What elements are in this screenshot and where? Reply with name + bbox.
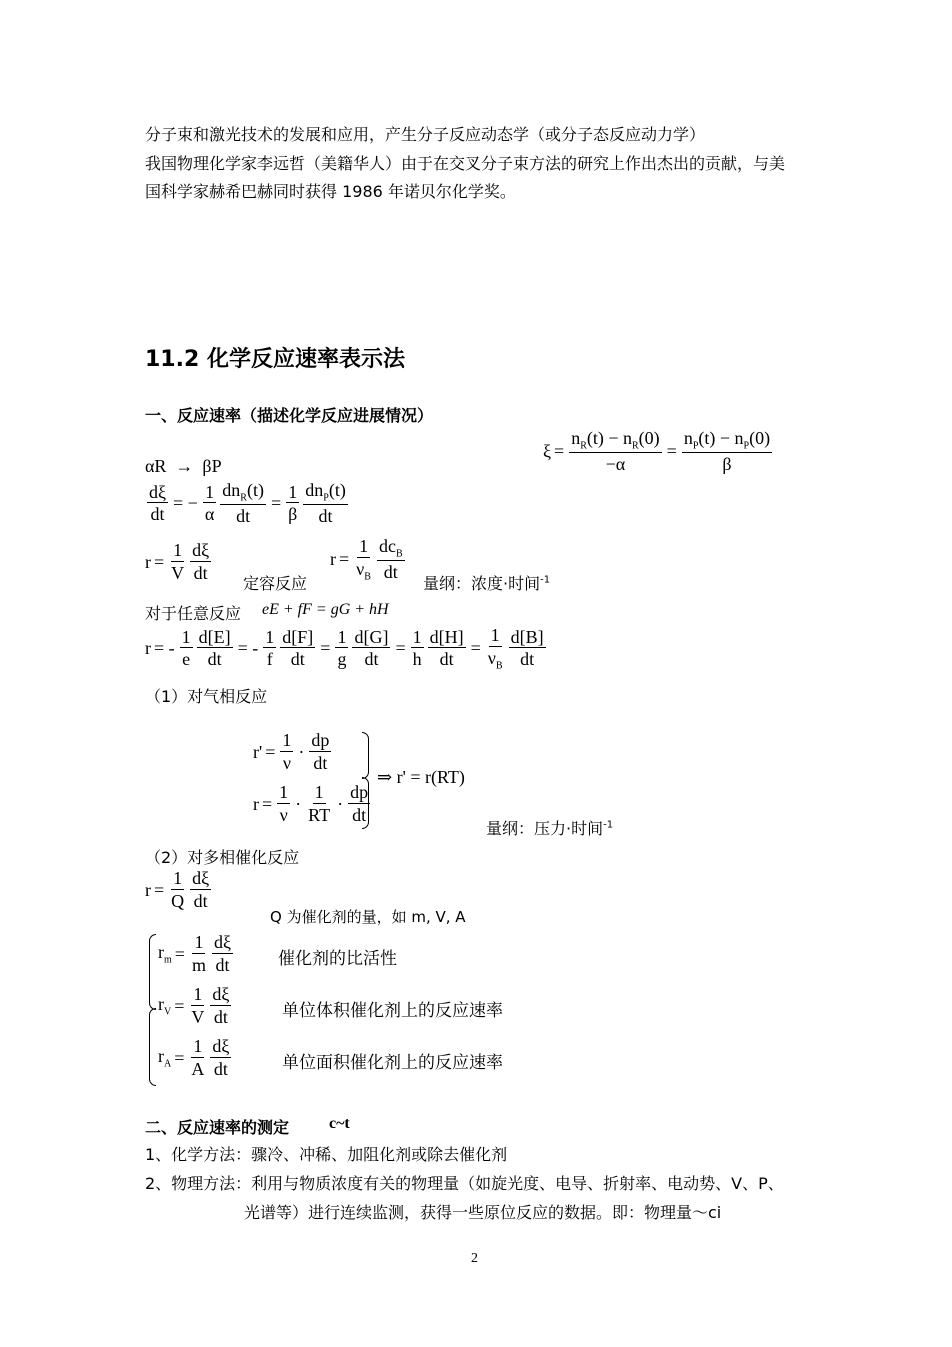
subsection-measurement-heading: 二、反应速率的测定 [145, 1118, 290, 1137]
per-area-label: 单位面积催化剂上的反应速率 [282, 1053, 503, 1073]
page-number: 2 [471, 1251, 478, 1266]
gas-phase-label: （1）对气相反应 [145, 687, 268, 706]
dimension-label-1: 量纲：浓度·时间$^{-1}$ [423, 574, 551, 593]
subsection-rate-heading: 一、反应速率（描述化学反应进展情况） [145, 406, 434, 425]
brace-right-top [362, 732, 369, 779]
any-reaction-label: 对于任意反应 [145, 604, 242, 623]
physical-method-line-1: 2、物理方法：利用与物质浓度有关的物理量（如旋光度、电导、折射率、电动势、V、P、 [145, 1174, 784, 1193]
rate-per-area-equation: $r_A$ = $\frac{1}{A}$ $\frac{d\xi}{dt}$ [158, 1036, 230, 1079]
heterogeneous-label: （2）对多相催化反应 [145, 848, 300, 867]
gas-rate-concentration-equation: r = $\frac{1}{\nu}$ · $\frac{1}{RT}$ · $\frac{dp}{dt}$ [253, 782, 369, 825]
gas-rate-pressure-equation: r' = $\frac{1}{\nu}$ · $\frac{dp}{dt}$ [253, 730, 330, 773]
catalyst-amount-note: Q 为催化剂的量，如 m, V, A [270, 908, 466, 926]
intro-line-2: 我国物理化学家李远哲（美籍华人）由于在交叉分子束方法的研究上作出杰出的贡献，与美 [145, 154, 786, 173]
gas-rate-relation: ⇒ r' = r(RT) [377, 767, 465, 787]
brace-right-bottom [362, 777, 369, 829]
rate-per-volume-equation: $r_V$ = $\frac{1}{V}$ $\frac{d\xi}{dt}$ [158, 984, 230, 1027]
per-volume-label: 单位体积催化剂上的反应速率 [282, 1001, 503, 1021]
extent-rate-equation: $\frac{d\xi}{dt}$ = − $\frac{1}{\alpha}$ $\frac{dn_R(t)}{dt}$ = $\frac{1}{\beta}$ $\frac{dn_P(t)}{dt}$ [149, 480, 346, 527]
general-reaction-equation: eE + fF = gG + hH [262, 601, 389, 618]
reaction-scheme: αR → βP [145, 456, 222, 476]
rate-per-mass-equation: $r_m$ = $\frac{1}{m}$ $\frac{d\xi}{dt}$ [158, 932, 231, 975]
catalytic-rate-equation: r = $\frac{1}{Q}$ $\frac{d\xi}{dt}$ [145, 868, 210, 911]
rate-concentration-equation: r = $\frac{1}{\nu_B}$ $\frac{dc_B}{dt}$ [330, 536, 403, 583]
chemical-method: 1、化学方法：骤冷、冲稀、加阻化剂或除去催化剂 [145, 1145, 508, 1164]
specific-activity-label: 催化剂的比活性 [278, 949, 397, 969]
constant-volume-label: 定容反应 [243, 574, 308, 593]
dimension-label-2: 量纲：压力·时间$^{-1}$ [486, 819, 614, 838]
brace-left-bottom [149, 1008, 156, 1086]
measurement-note: c~t [329, 1115, 350, 1132]
xi-definition-equation: ξ = $\frac{n_R(t) - n_R(0)}{-\alpha}$ = $\frac{n_P(t) - n_P(0)}{\beta}$ [543, 428, 771, 475]
general-rate-equation: r = - $\frac{1}{e}$ $\frac{d[E]}{dt}$ = - $\frac{1}{f}$ $\frac{d[F]}{dt}$ = $\frac{1}{g}$ $\frac{d[G]}{dt}$ = $\frac{1}{h}$ $\frac{d[H]}{dt}$ = $\frac{1}{\nu_B}$ $\frac{d[B]}{dt}$ [145, 625, 544, 672]
brace-left-top [149, 934, 156, 1010]
intro-line-3: 国科学家赫希巴赫同时获得 1986 年诺贝尔化学奖。 [145, 182, 516, 201]
rate-volume-equation: r = $\frac{1}{V}$ $\frac{d\xi}{dt}$ [145, 540, 210, 583]
physical-method-line-2: 光谱等）进行连续监测，获得一些原位反应的数据。即：物理量～ci [244, 1203, 722, 1222]
intro-line-1: 分子束和激光技术的发展和应用，产生分子反应动态学（或分子态反应动力学） [145, 125, 706, 144]
section-title: 11.2 化学反应速率表示法 [145, 347, 405, 372]
